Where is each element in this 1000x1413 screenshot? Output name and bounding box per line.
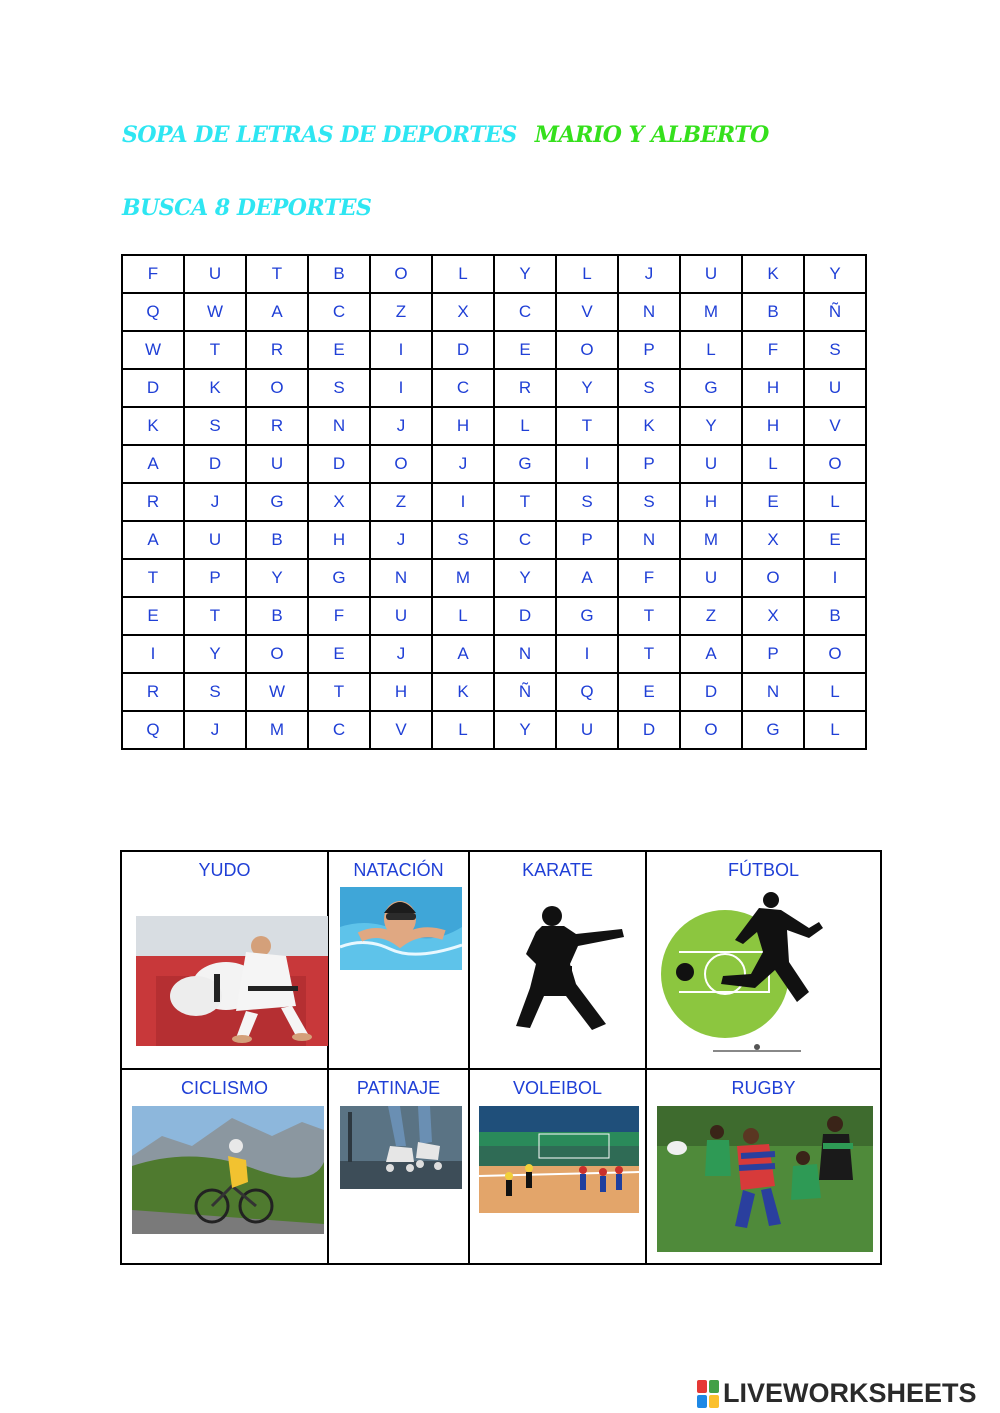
sport-label-patinaje: PATINAJE xyxy=(356,1078,441,1098)
grid-cell: J xyxy=(432,445,494,483)
grid-cell: X xyxy=(742,597,804,635)
grid-cell: R xyxy=(122,673,184,711)
sport-cell-ciclismo xyxy=(121,1069,328,1264)
grid-cell: T xyxy=(246,255,308,293)
grid-cell: T xyxy=(556,407,618,445)
grid-row xyxy=(122,293,866,331)
grid-cell: U xyxy=(556,711,618,749)
grid-cell: A xyxy=(556,559,618,597)
grid-cell: E xyxy=(122,597,184,635)
grid-cell: N xyxy=(308,407,370,445)
grid-cell: R xyxy=(122,483,184,521)
grid-cell: Z xyxy=(370,483,432,521)
grid-cell: B xyxy=(246,597,308,635)
grid-cell: Q xyxy=(122,293,184,331)
grid-cell: J xyxy=(184,483,246,521)
grid-cell: D xyxy=(494,597,556,635)
grid-cell: A xyxy=(680,635,742,673)
grid-cell: H xyxy=(432,407,494,445)
grid-cell: U xyxy=(804,369,866,407)
grid-cell: Y xyxy=(494,559,556,597)
grid-cell: F xyxy=(618,559,680,597)
grid-cell: W xyxy=(246,673,308,711)
grid-cell: G xyxy=(494,445,556,483)
grid-cell: U xyxy=(184,255,246,293)
grid-cell: K xyxy=(184,369,246,407)
worksheet-title: SOPA DE LETRAS DE DEPORTES xyxy=(122,122,517,148)
grid-cell: B xyxy=(742,293,804,331)
grid-cell: E xyxy=(308,331,370,369)
grid-cell: J xyxy=(184,711,246,749)
grid-cell: N xyxy=(494,635,556,673)
grid-row xyxy=(122,445,866,483)
grid-cell: C xyxy=(494,293,556,331)
grid-cell: L xyxy=(556,255,618,293)
grid-cell: L xyxy=(804,673,866,711)
grid-cell: D xyxy=(308,445,370,483)
grid-cell: S xyxy=(432,521,494,559)
grid-cell: N xyxy=(742,673,804,711)
grid-cell: D xyxy=(184,445,246,483)
grid-row xyxy=(122,407,866,445)
grid-cell: D xyxy=(680,673,742,711)
liveworksheets-brand: LIVEWORKSHEETS xyxy=(723,1378,977,1408)
grid-cell: J xyxy=(370,407,432,445)
grid-cell: H xyxy=(742,407,804,445)
grid-cell: F xyxy=(122,255,184,293)
grid-cell: G xyxy=(556,597,618,635)
grid-cell: S xyxy=(804,331,866,369)
grid-cell: Y xyxy=(184,635,246,673)
sport-label-futbol: FÚTBOL xyxy=(727,860,799,880)
judo-photo xyxy=(136,916,328,1046)
grid-cell: Q xyxy=(122,711,184,749)
grid-cell: T xyxy=(618,597,680,635)
grid-cell: B xyxy=(308,255,370,293)
grid-cell: E xyxy=(494,331,556,369)
grid-cell: U xyxy=(370,597,432,635)
liveworksheets-logo-mark-icon xyxy=(697,1380,719,1408)
grid-cell: I xyxy=(122,635,184,673)
football-player-icon xyxy=(659,892,827,1058)
grid-cell: C xyxy=(432,369,494,407)
grid-cell: G xyxy=(246,483,308,521)
worksheet-authors: MARIO Y ALBERTO xyxy=(534,122,769,148)
sport-cell-voleibol xyxy=(469,1069,646,1264)
grid-cell: H xyxy=(742,369,804,407)
sport-cell-futbol xyxy=(646,851,881,1069)
grid-cell: T xyxy=(184,597,246,635)
grid-cell: A xyxy=(246,293,308,331)
grid-cell: L xyxy=(432,255,494,293)
grid-cell: D xyxy=(432,331,494,369)
sport-label-voleibol: VOLEIBOL xyxy=(512,1078,603,1098)
grid-cell: V xyxy=(556,293,618,331)
grid-cell: M xyxy=(680,521,742,559)
grid-cell: L xyxy=(494,407,556,445)
grid-cell: T xyxy=(308,673,370,711)
grid-cell: B xyxy=(804,597,866,635)
grid-cell: F xyxy=(742,331,804,369)
grid-cell: A xyxy=(122,445,184,483)
grid-cell: E xyxy=(308,635,370,673)
grid-cell: Q xyxy=(556,673,618,711)
grid-cell: S xyxy=(618,483,680,521)
grid-row xyxy=(122,369,866,407)
grid-cell: R xyxy=(246,331,308,369)
grid-cell: S xyxy=(184,407,246,445)
grid-cell: Ñ xyxy=(494,673,556,711)
grid-cell: C xyxy=(494,521,556,559)
grid-cell: S xyxy=(184,673,246,711)
grid-cell: N xyxy=(618,293,680,331)
grid-cell: Y xyxy=(680,407,742,445)
sports-picture-table xyxy=(120,850,882,1265)
grid-cell: P xyxy=(556,521,618,559)
grid-cell: G xyxy=(742,711,804,749)
grid-cell: E xyxy=(804,521,866,559)
grid-cell: Z xyxy=(370,293,432,331)
grid-cell: O xyxy=(556,331,618,369)
grid-cell: J xyxy=(370,521,432,559)
grid-row xyxy=(122,331,866,369)
grid-cell: I xyxy=(370,369,432,407)
grid-cell: B xyxy=(246,521,308,559)
liveworksheets-logo xyxy=(697,1378,977,1409)
worksheet-title-line xyxy=(122,122,769,148)
grid-cell: L xyxy=(804,483,866,521)
grid-cell: U xyxy=(680,255,742,293)
grid-cell: L xyxy=(804,711,866,749)
grid-cell: L xyxy=(742,445,804,483)
grid-cell: V xyxy=(804,407,866,445)
grid-cell: P xyxy=(184,559,246,597)
grid-cell: W xyxy=(184,293,246,331)
grid-cell: K xyxy=(122,407,184,445)
grid-cell: H xyxy=(680,483,742,521)
grid-cell: O xyxy=(804,635,866,673)
grid-cell: U xyxy=(246,445,308,483)
grid-row xyxy=(122,711,866,749)
grid-cell: X xyxy=(308,483,370,521)
grid-cell: L xyxy=(432,597,494,635)
grid-cell: L xyxy=(432,711,494,749)
grid-cell: T xyxy=(122,559,184,597)
grid-cell: J xyxy=(618,255,680,293)
grid-cell: I xyxy=(556,445,618,483)
word-search-grid xyxy=(121,254,867,750)
grid-cell: E xyxy=(618,673,680,711)
volleyball-photo xyxy=(479,1106,639,1213)
grid-cell: F xyxy=(308,597,370,635)
grid-row xyxy=(122,483,866,521)
grid-cell: H xyxy=(308,521,370,559)
grid-row xyxy=(122,597,866,635)
skating-photo xyxy=(340,1106,462,1189)
grid-cell: H xyxy=(370,673,432,711)
grid-cell: S xyxy=(618,369,680,407)
grid-cell: R xyxy=(246,407,308,445)
grid-cell: O xyxy=(246,635,308,673)
grid-cell: N xyxy=(618,521,680,559)
grid-cell: R xyxy=(494,369,556,407)
grid-cell: I xyxy=(432,483,494,521)
grid-cell: Y xyxy=(804,255,866,293)
karate-silhouette xyxy=(496,904,626,1034)
sport-cell-karate xyxy=(469,851,646,1069)
sport-label-yudo: YUDO xyxy=(198,860,251,880)
grid-cell: Z xyxy=(680,597,742,635)
grid-cell: G xyxy=(308,559,370,597)
grid-cell: M xyxy=(246,711,308,749)
grid-cell: P xyxy=(742,635,804,673)
grid-cell: M xyxy=(432,559,494,597)
grid-cell: K xyxy=(618,407,680,445)
sport-cell-natacion xyxy=(328,851,469,1069)
grid-cell: G xyxy=(680,369,742,407)
grid-row xyxy=(122,255,866,293)
grid-row xyxy=(122,559,866,597)
grid-cell: D xyxy=(618,711,680,749)
grid-cell: A xyxy=(122,521,184,559)
grid-cell: S xyxy=(556,483,618,521)
swimming-photo xyxy=(340,887,462,970)
grid-cell: D xyxy=(122,369,184,407)
grid-cell: J xyxy=(370,635,432,673)
grid-cell: O xyxy=(680,711,742,749)
grid-cell: C xyxy=(308,711,370,749)
grid-cell: N xyxy=(370,559,432,597)
grid-cell: I xyxy=(370,331,432,369)
sport-cell-patinaje xyxy=(328,1069,469,1264)
grid-cell: Y xyxy=(246,559,308,597)
grid-cell: M xyxy=(680,293,742,331)
grid-cell: L xyxy=(680,331,742,369)
grid-cell: P xyxy=(618,445,680,483)
grid-cell: O xyxy=(370,255,432,293)
grid-cell: P xyxy=(618,331,680,369)
grid-cell: Y xyxy=(494,711,556,749)
grid-cell: U xyxy=(680,559,742,597)
grid-row xyxy=(122,521,866,559)
grid-cell: Y xyxy=(556,369,618,407)
grid-cell: Ñ xyxy=(804,293,866,331)
grid-cell: I xyxy=(804,559,866,597)
rugby-photo xyxy=(657,1106,873,1252)
grid-cell: Y xyxy=(494,255,556,293)
sport-cell-yudo xyxy=(121,851,328,1069)
grid-cell: O xyxy=(742,559,804,597)
grid-cell: C xyxy=(308,293,370,331)
sport-label-karate: KARATE xyxy=(522,860,593,880)
sport-cell-rugby xyxy=(646,1069,881,1264)
grid-cell: V xyxy=(370,711,432,749)
grid-cell: K xyxy=(742,255,804,293)
grid-cell: E xyxy=(742,483,804,521)
grid-cell: A xyxy=(432,635,494,673)
grid-cell: S xyxy=(308,369,370,407)
worksheet-instruction: BUSCA 8 DEPORTES xyxy=(122,195,372,221)
grid-cell: T xyxy=(494,483,556,521)
sport-label-natacion: NATACIÓN xyxy=(353,860,444,880)
grid-cell: I xyxy=(556,635,618,673)
grid-cell: O xyxy=(804,445,866,483)
grid-cell: T xyxy=(618,635,680,673)
cycling-photo xyxy=(132,1106,324,1234)
grid-cell: W xyxy=(122,331,184,369)
grid-cell: U xyxy=(184,521,246,559)
grid-row xyxy=(122,635,866,673)
sport-label-ciclismo: CICLISMO xyxy=(180,1078,268,1098)
grid-cell: T xyxy=(184,331,246,369)
sport-label-rugby: RUGBY xyxy=(731,1078,796,1098)
grid-cell: O xyxy=(246,369,308,407)
grid-cell: X xyxy=(432,293,494,331)
grid-row xyxy=(122,673,866,711)
grid-cell: X xyxy=(742,521,804,559)
grid-cell: U xyxy=(680,445,742,483)
grid-cell: O xyxy=(370,445,432,483)
grid-cell: K xyxy=(432,673,494,711)
